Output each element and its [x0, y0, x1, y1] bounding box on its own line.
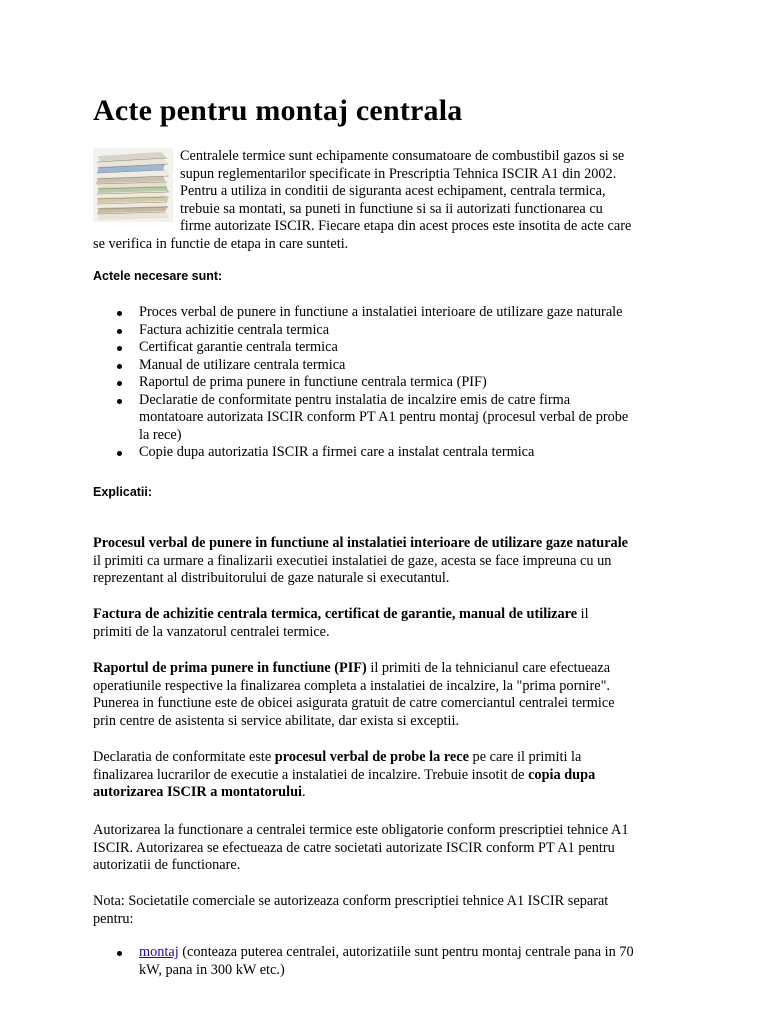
- intro-line: Centralele termice sunt echipamente consumatoare de combustibil gazos si se: [180, 148, 625, 164]
- bold-text: procesul verbal de probe la rece: [274, 749, 469, 765]
- list-item: Certificat garantie centrala termica: [93, 339, 683, 357]
- list-item: Declaratie de conformitate pentru instalatia de incalzire emis de catre firma montatoare autorizata ISCIR conform PT A1 pentru montaj (procesul verbal de probe la rece): [93, 392, 683, 445]
- paragraph-pif: Raportul de prima punere in functiune (PIF) il primiti de la tehnicianul care efectueaza operatiunile respective la finalizarea completa a instalatiei de incalzire, la "prima pornire". Punerea in functiune este de obicei asigurata gratuit de catre comerciantul centralei termice prin centre de asistenta si service abilitate, dar exista si exceptii.: [93, 660, 615, 729]
- explanations-heading: Explicatii:: [93, 485, 153, 499]
- note-list: [93, 944, 683, 979]
- bold-text: copia dupa: [528, 766, 596, 783]
- list-item: montaj (conteaza puterea centralei, autorizatiile sunt pentru montaj centrale pana in 70 kW, pana in 300 kW etc.): [93, 944, 683, 979]
- list-item: Manual de utilizare centrala termica: [93, 357, 683, 375]
- page-title: Acte pentru montaj centrala: [93, 94, 463, 127]
- intro-line: supun reglementarilor specificate in Prescriptia Tehnica ISCIR A1 din 2002.: [180, 165, 617, 182]
- paragraph-factura: Factura de achizitie centrala termica, certificat de garantie, manual de utilizare il primiti de la vanzatorul centralei termice.: [93, 606, 589, 640]
- stack-of-papers-image: [93, 148, 173, 222]
- bold-text: autorizarea ISCIR a montatorului: [93, 784, 303, 800]
- intro-section: [93, 148, 678, 253]
- montaj-link[interactable]: montaj: [139, 944, 179, 960]
- list-item: Raportul de prima punere in functiune centrala termica (PIF): [93, 374, 683, 392]
- list-item: Factura achizitie centrala termica: [93, 322, 683, 340]
- bold-text: Raportul de prima punere in functiune (PIF): [93, 660, 367, 676]
- intro-line: firme autorizate ISCIR. Fiecare etapa din acest proces este insotita de acte care: [180, 218, 632, 234]
- documents-list: [93, 304, 683, 462]
- list-item: Proces verbal de punere in functiune a instalatiei interioare de utilizare gaze naturale: [93, 304, 683, 322]
- intro-line: Pentru a utiliza in conditii de siguranta acest echipament, centrala termica,: [180, 183, 606, 199]
- paragraph-autorizare: Autorizarea la functionare a centralei termice este obligatorie conform prescriptiei tehnice A1 ISCIR. Autorizarea se efectueaza de catre societati autorizate ISCIR conform PT A1 pentru autorizatii de functionare.: [93, 822, 629, 873]
- paragraph-proces-verbal: Procesul verbal de punere in functiune al instalatiei interioare de utilizare gaze naturale il primiti ca urmare a finalizarii executiei instalatiei de gaze, acesta se face impreuna cu un reprezentant al distribuitorului de gaze naturale si executantul.: [93, 535, 629, 586]
- documents-heading: Actele necesare sunt:: [93, 269, 223, 283]
- intro-line: trebuie sa montati, sa puneti in functiune si sa ii autorizati functionarea cu: [180, 200, 603, 217]
- intro-line: se verifica in functie de etapa in care sunteti.: [93, 235, 349, 252]
- paragraph-declaratie: Declaratia de conformitate este procesul verbal de probe la rece pe care il primiti la finalizarea lucrarilor de executie a instalatiei de incalzire. Trebuie insotit de copia dupa autorizarea ISCIR a montatorului.: [93, 749, 596, 800]
- list-item: Copie dupa autorizatia ISCIR a firmei care a instalat centrala termica: [93, 444, 683, 462]
- paragraph-nota: Nota: Societatile comerciale se autorizeaza conform prescriptiei tehnice A1 ISCIR separat pentru:: [93, 893, 609, 927]
- bold-text: Factura de achizitie centrala termica, certificat de garantie, manual de utilizare: [93, 606, 578, 622]
- bold-text: Procesul verbal de punere in functiune al instalatiei interioare de utilizare gaze naturale: [93, 535, 629, 551]
